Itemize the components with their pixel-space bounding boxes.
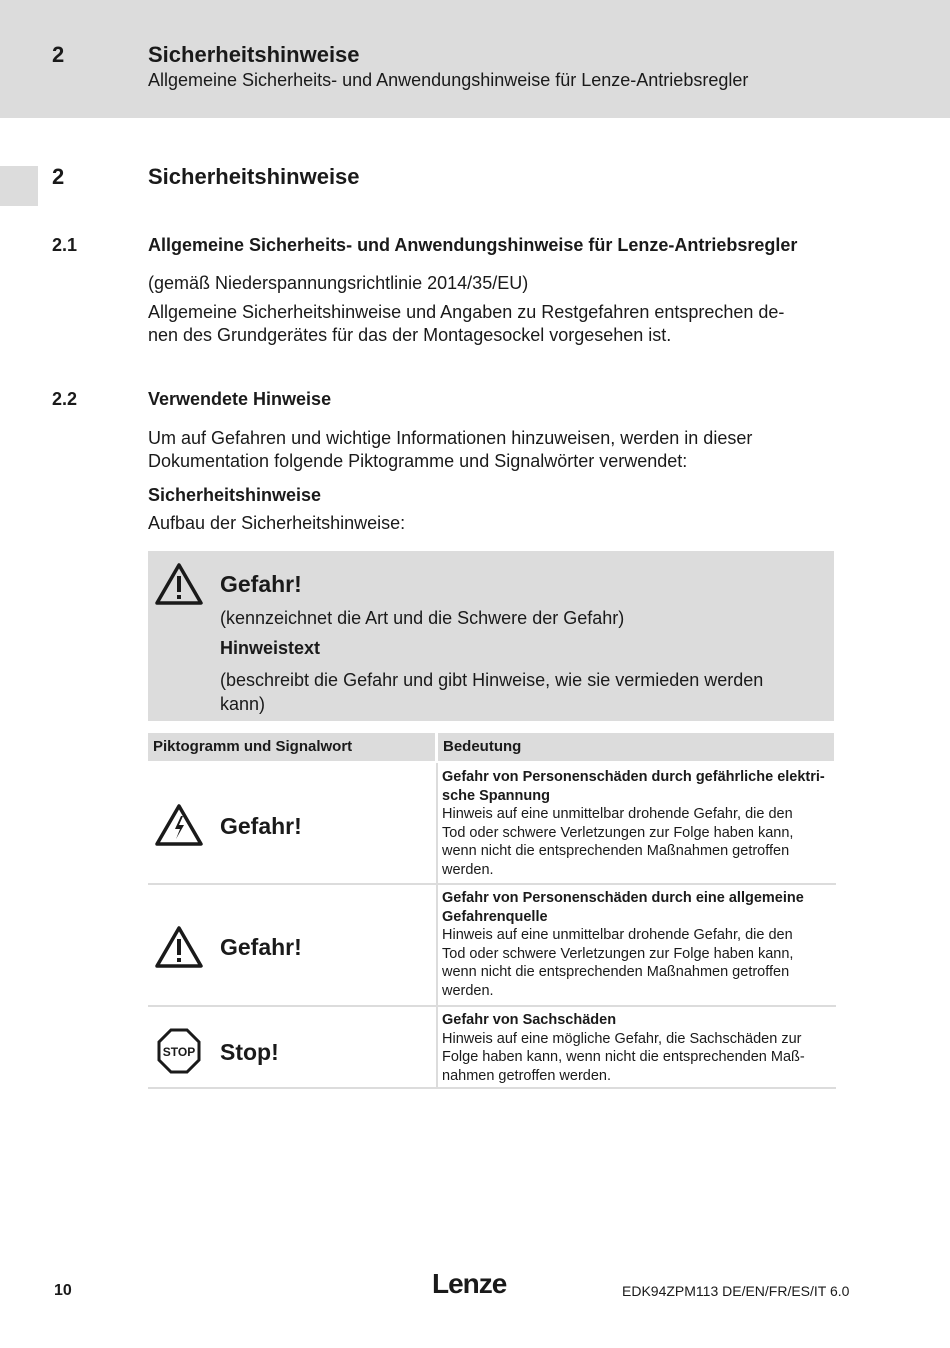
meaning-title: sche Spannung <box>442 787 550 804</box>
paragraph-line: nen des Grundgerätes für das der Montagesockel vorgesehen ist. <box>148 325 672 345</box>
table-row-signal-word: Gefahr! <box>220 934 302 960</box>
header-chapter-number: 2 <box>52 42 65 67</box>
meaning-title: Gefahr von Personenschäden durch eine allgemeine <box>442 890 804 906</box>
warning-triangle-icon <box>154 924 204 970</box>
subsection-2-2-number: 2.2 <box>52 389 78 409</box>
section-number: 2 <box>52 164 65 189</box>
paragraph-line: Allgemeine Sicherheitshinweise und Angaben zu Restgefahren entsprechen de- <box>148 302 785 322</box>
warning-hint-text <box>220 668 830 716</box>
meaning-line: werden. <box>442 982 494 999</box>
table-row-signal-word: Gefahr! <box>220 813 302 839</box>
subsection-2-2-title: Verwendete Hinweise <box>148 389 332 409</box>
row-divider <box>148 1087 836 1089</box>
lenze-logo: Lenze <box>432 1268 507 1299</box>
subsection-2-1-title: Allgemeine Sicherheits- und Anwendungshinweise für Lenze-Antriebsregler <box>148 235 798 255</box>
warning-triangle-icon <box>154 561 204 607</box>
column-divider <box>436 1007 438 1087</box>
meaning-line: Hinweis auf eine unmittelbar drohende Gefahr, die den <box>442 806 793 822</box>
meaning-line: wenn nicht die entsprechenden Maßnahmen getroffen <box>442 843 790 859</box>
meaning-line: nahmen getroffen werden. <box>442 1067 612 1084</box>
header-chapter-title: Sicherheitshinweise <box>148 42 360 67</box>
table-row-signal-word: Stop! <box>220 1039 279 1065</box>
table-row-meaning <box>442 889 834 1000</box>
stop-sign-label: STOP <box>162 1045 196 1059</box>
paragraph-line: Um auf Gefahren und wichtige Informationen hinzuweisen, werden in dieser <box>148 428 753 448</box>
page-number: 10 <box>54 1282 72 1299</box>
meaning-title: Gefahrenquelle <box>442 908 548 925</box>
subsection-2-1-directive: (gemäß Niederspannungsrichtlinie 2014/35/EU) <box>148 273 529 293</box>
safety-heading: Sicherheitshinweise <box>148 485 322 505</box>
chapter-side-tab <box>0 166 38 206</box>
column-divider <box>436 763 438 883</box>
row-divider <box>148 883 836 885</box>
electric-hazard-icon <box>154 802 204 848</box>
subsection-2-1-paragraph <box>148 301 838 347</box>
meaning-line: Tod oder schwere Verletzungen zur Folge haben kann, <box>442 824 794 841</box>
table-row-meaning <box>442 768 834 879</box>
warning-hint-label: Hinweistext <box>220 638 321 658</box>
subsection-2-2-paragraph <box>148 427 838 473</box>
table-header-meaning: Bedeutung <box>438 733 834 761</box>
paragraph-line: (beschreibt die Gefahr und gibt Hinweise, wie sie vermieden werden <box>220 670 764 690</box>
meaning-line: Hinweis auf eine unmittelbar drohende Gefahr, die den <box>442 927 793 943</box>
header-subtitle: Allgemeine Sicherheits- und Anwendungshinweise für Lenze-Antriebsregler <box>148 70 749 90</box>
section-title: Sicherheitshinweise <box>148 164 360 189</box>
table-header-pictogram: Piktogramm und Signalwort <box>148 733 435 761</box>
subsection-2-1-number: 2.1 <box>52 235 78 255</box>
document-id: EDK94ZPM113 DE/EN/FR/ES/IT 6.0 <box>622 1283 850 1299</box>
table-row-meaning <box>442 1011 834 1085</box>
page-header <box>0 0 950 118</box>
paragraph-line: Dokumentation folgende Piktogramme und Signalwörter verwendet: <box>148 451 688 471</box>
meaning-title: Gefahr von Personenschäden durch gefährliche elektri- <box>442 769 825 785</box>
stop-sign-icon <box>154 1028 204 1074</box>
warning-signal-word: Gefahr! <box>220 571 302 597</box>
meaning-line: werden. <box>442 861 494 878</box>
meaning-line: Hinweis auf eine mögliche Gefahr, die Sachschäden zur <box>442 1030 802 1047</box>
column-divider <box>436 885 438 1005</box>
meaning-line: Folge haben kann, wenn nicht die entsprechenden Maß- <box>442 1049 805 1065</box>
meaning-title: Gefahr von Sachschäden <box>442 1012 617 1028</box>
warning-description: (kennzeichnet die Art und die Schwere der Gefahr) <box>220 608 625 628</box>
paragraph-line: kann) <box>220 694 266 714</box>
meaning-line: wenn nicht die entsprechenden Maßnahmen getroffen <box>442 964 790 980</box>
safety-subheading: Aufbau der Sicherheitshinweise: <box>148 513 406 533</box>
meaning-line: Tod oder schwere Verletzungen zur Folge haben kann, <box>442 945 794 962</box>
row-divider <box>148 1005 836 1007</box>
